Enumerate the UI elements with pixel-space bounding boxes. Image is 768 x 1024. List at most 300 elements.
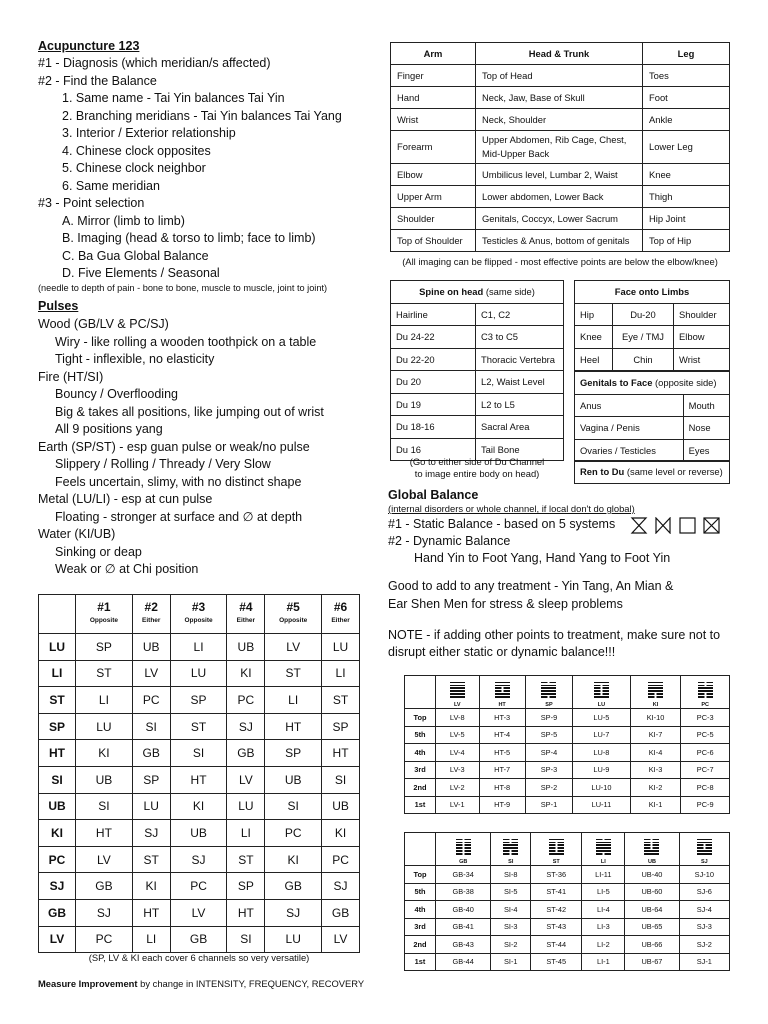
solid-line (450, 690, 465, 692)
point-cell: LV-4 (436, 744, 480, 762)
row-header: 5th (405, 726, 436, 744)
point-cell: LU-5 (573, 709, 630, 727)
table-cell: SJ (170, 846, 227, 873)
pulse-element: Metal (LU/LI) - esp at cun pulse (38, 492, 213, 506)
point-cell: SP-9 (525, 709, 572, 727)
ren-du-rest: (same level or reverse) (624, 466, 723, 478)
spine-title-bold: Spine on head (419, 286, 484, 298)
imaging-col-header: Head & Trunk (476, 43, 643, 65)
solid-line (596, 847, 611, 849)
table-row (391, 87, 730, 109)
table-cell: GB (76, 873, 133, 900)
row-header: GB (39, 899, 76, 926)
table-row (391, 208, 730, 230)
balance-symbols (630, 517, 730, 539)
point-cell: HT-4 (479, 726, 525, 744)
solid-line (648, 682, 663, 684)
table-cell: SJ (132, 820, 170, 847)
table-cell: SI (132, 713, 170, 740)
pulse-col-header (265, 595, 322, 634)
table-cell: PC (322, 846, 360, 873)
point-cell: ST-44 (531, 936, 582, 954)
point-cell: SP-4 (525, 744, 572, 762)
channel-label: UB (647, 859, 656, 865)
table-cell: GB (227, 740, 265, 767)
point-cell: SI-1 (491, 953, 531, 971)
table-cell: Mouth (683, 394, 729, 417)
corner-cell (405, 676, 436, 709)
table-cell: Forearm (391, 131, 476, 164)
table-row (391, 109, 730, 131)
channel-label: KI (652, 702, 659, 708)
table-cell: Hairline (391, 303, 476, 326)
point-cell: HT-5 (479, 744, 525, 762)
table-row (391, 131, 730, 164)
hexagram-icon (596, 837, 611, 856)
imaging-note: (All imaging can be flipped - most effective points are below the elbow/knee) (402, 256, 718, 267)
table-row (39, 634, 360, 661)
broken-line (644, 842, 659, 844)
solid-line (541, 690, 556, 692)
broken-line (697, 847, 712, 849)
solid-line (697, 839, 712, 841)
yin-channel-table (404, 675, 730, 814)
table-row (39, 740, 360, 767)
broken-line (648, 696, 663, 698)
table-cell: ST (76, 660, 133, 687)
table-cell: Upper Arm (391, 186, 476, 208)
point-cell: SJ-4 (679, 901, 729, 919)
solid-line (697, 842, 712, 844)
table-cell: Top of Head (476, 65, 643, 87)
table-row (575, 417, 730, 440)
point-cell: LI-1 (582, 953, 625, 971)
table-row (39, 713, 360, 740)
table-row (391, 164, 730, 186)
row-header: Top (405, 709, 436, 727)
table-cell: GB (265, 873, 322, 900)
bowtie-icon (656, 518, 670, 533)
pulse-detail: Sinking or deap (55, 544, 142, 559)
col-sub: Either (142, 617, 161, 624)
static-balance (388, 516, 615, 534)
table-cell: PC (170, 873, 227, 900)
imaging-table (390, 42, 730, 252)
table-row (39, 820, 360, 847)
channel-header (679, 833, 729, 866)
point-cell: LV-3 (436, 761, 480, 779)
solid-line (549, 839, 564, 841)
table-cell: HT (227, 899, 265, 926)
point-cell: HT-8 (479, 779, 525, 797)
table-row (405, 901, 730, 919)
table-row (405, 709, 730, 727)
table-row (405, 779, 730, 797)
point-cell: LU-8 (573, 744, 630, 762)
solid-line (594, 682, 609, 684)
table-cell: KI (132, 873, 170, 900)
table-cell: Umbilicus level, Lumbar 2, Waist (476, 164, 643, 186)
genitals-to-face-table (574, 371, 730, 462)
table-row (391, 186, 730, 208)
balance-item: 5. Chinese clock neighbor (62, 161, 206, 175)
channel-label: LI (600, 859, 606, 865)
selection-item: B. Imaging (head & torso to limb; face to limb) (62, 231, 316, 245)
table-cell: L2 to L5 (476, 393, 564, 416)
measure-rest: by change in INTENSITY, FREQUENCY, RECOVERY (137, 978, 365, 989)
balance-item: 3. Interior / Exterior relationship (62, 126, 236, 140)
pulse-detail: Feels uncertain, slimy, with no distinct shape (55, 474, 302, 489)
table-row (405, 726, 730, 744)
pulse-detail: Big & takes all positions, like jumping out of wrist (55, 404, 324, 419)
point-cell: SJ-1 (679, 953, 729, 971)
table-cell: SJ (265, 899, 322, 926)
point-cell: GB-34 (436, 866, 491, 884)
pulse-element: Earth (SP/ST) - esp guan pulse or weak/no pulse (38, 439, 310, 454)
table-note: (SP, LV & KI each cover 6 channels so very versatile) (88, 952, 310, 963)
table-cell: PC (265, 820, 322, 847)
table-cell: LV (132, 660, 170, 687)
row-header: 2nd (405, 779, 436, 797)
row-header: 2nd (405, 936, 436, 954)
point-cell: UB-67 (625, 953, 679, 971)
broken-line (697, 844, 712, 846)
broken-line (503, 839, 518, 841)
solid-line (541, 685, 556, 687)
channel-label: SP (545, 702, 553, 708)
row-header: ST (39, 687, 76, 714)
point-cell: PC-6 (681, 744, 730, 762)
step-1: #1 - Diagnosis (which meridian/s affected) (38, 56, 271, 70)
solid-line (644, 850, 659, 852)
table-cell: SP (227, 873, 265, 900)
table-cell: HT (265, 713, 322, 740)
solid-line (495, 682, 510, 684)
hexagram-icon (541, 680, 556, 699)
point-cell: LU-10 (573, 779, 630, 797)
global-balance-sub: (internal disorders or whole channel, if local don't do global) (388, 503, 635, 514)
table-cell: SI (265, 793, 322, 820)
table-cell: KI (76, 740, 133, 767)
table-cell: Elbow (391, 164, 476, 186)
hexagram-icon (495, 680, 510, 699)
table-row (391, 348, 564, 371)
point-cell: LI-5 (582, 883, 625, 901)
table-cell: ST (265, 660, 322, 687)
table-row (39, 926, 360, 953)
point-cell: SI-4 (491, 901, 531, 919)
solid-line (648, 690, 663, 692)
point-cell: UB-40 (625, 866, 679, 884)
point-cell: LI-3 (582, 918, 625, 936)
table-cell: LV (227, 766, 265, 793)
solid-line (698, 687, 713, 689)
selection-item: A. Mirror (limb to limb) (62, 213, 185, 228)
selection-item: C. Ba Gua Global Balance (62, 248, 209, 263)
table-cell: SP (132, 766, 170, 793)
table-cell: SJ (322, 873, 360, 900)
table-cell: ST (132, 846, 170, 873)
table-cell: SI (76, 793, 133, 820)
hexagram-icon (456, 837, 471, 856)
measure-bold: Measure Improvement (38, 978, 138, 989)
point-cell: SJ-2 (679, 936, 729, 954)
table-cell: Toes (643, 65, 730, 87)
table-row (405, 953, 730, 971)
point-cell: GB-44 (436, 953, 491, 971)
broken-line (594, 687, 609, 689)
point-cell: SI-2 (491, 936, 531, 954)
broken-line (644, 844, 659, 846)
point-cell: SJ-6 (679, 883, 729, 901)
channel-header (625, 833, 679, 866)
row-header: 3rd (405, 918, 436, 936)
table-cell: HT (132, 899, 170, 926)
table-cell: LI (132, 926, 170, 953)
channel-header (479, 676, 525, 709)
table-cell: Knee (575, 326, 613, 349)
solid-line (648, 687, 663, 689)
solid-line (450, 682, 465, 684)
row-header: UB (39, 793, 76, 820)
note-line-1: NOTE - if adding other points to treatment, make sure not to (388, 628, 721, 642)
good-line-1: Good to add to any treatment - Yin Tang, An Mian & (388, 579, 674, 593)
table-cell: SP (265, 740, 322, 767)
point-cell: HT-3 (479, 709, 525, 727)
table-cell: Eye / TMJ (612, 326, 673, 349)
table-cell: GB (322, 899, 360, 926)
point-cell: KI-10 (630, 709, 681, 727)
hexagram-icon (697, 837, 712, 856)
spine-note (390, 456, 564, 479)
channel-label: SJ (700, 859, 708, 865)
broken-line (456, 853, 471, 855)
dynamic-detail: Hand Yin to Foot Yang, Hand Yang to Foot Yin (414, 551, 671, 565)
point-cell: SP-3 (525, 761, 572, 779)
selection-list (62, 213, 316, 283)
hexagram-icon (549, 837, 564, 856)
table-cell: KI (322, 820, 360, 847)
solid-line (495, 696, 510, 698)
pulse-col-header (322, 595, 360, 634)
channel-header (525, 676, 572, 709)
hexagram-icon (644, 837, 659, 856)
broken-line (549, 850, 564, 852)
square-icon (680, 518, 695, 533)
table-row (575, 326, 730, 349)
point-cell: UB-66 (625, 936, 679, 954)
table-cell: Chin (612, 348, 673, 371)
spine-note-line1: (Go to either side of Du Channel (409, 456, 545, 467)
table-cell: LV (76, 846, 133, 873)
table-cell: Wrist (391, 109, 476, 131)
table-cell: LI (170, 634, 227, 661)
table-cell: Knee (643, 164, 730, 186)
solid-line (503, 847, 518, 849)
row-header: 1st (405, 953, 436, 971)
solid-line (697, 853, 712, 855)
table-cell: UB (170, 820, 227, 847)
table-cell: LV (322, 926, 360, 953)
row-header: LU (39, 634, 76, 661)
point-cell: PC-5 (681, 726, 730, 744)
pulse-lines (38, 316, 324, 579)
point-cell: SP-2 (525, 779, 572, 797)
genitals-title (575, 372, 730, 395)
table-cell: HT (322, 740, 360, 767)
table-cell: Eyes (683, 439, 729, 462)
broken-line (456, 850, 471, 852)
pulse-detail: Tight - inflexible, no elasticity (55, 352, 215, 366)
table-cell: Hip Joint (643, 208, 730, 230)
table-cell: ST (170, 713, 227, 740)
table-cell: SJ (227, 713, 265, 740)
table-cell: LI (227, 820, 265, 847)
broken-line (549, 842, 564, 844)
row-header: Top (405, 866, 436, 884)
table-row (391, 303, 564, 326)
table-cell: SP (76, 634, 133, 661)
symbol-strip (630, 517, 730, 534)
corner-cell (39, 595, 76, 634)
table-row (405, 796, 730, 814)
row-header: PC (39, 846, 76, 873)
broken-line (596, 839, 611, 841)
genitals-title-rest: (opposite side) (652, 377, 717, 389)
table-row (391, 371, 564, 394)
table-row (39, 687, 360, 714)
table-cell: Hand (391, 87, 476, 109)
table-cell: LU (227, 793, 265, 820)
solid-line (596, 850, 611, 852)
table-cell: Wrist (674, 348, 730, 371)
broken-line (456, 842, 471, 844)
table-cell: C3 to C5 (476, 326, 564, 349)
solid-line (644, 853, 659, 855)
hexagram-icon (648, 680, 663, 699)
table-cell: Finger (391, 65, 476, 87)
point-cell: SJ-10 (679, 866, 729, 884)
row-header: 5th (405, 883, 436, 901)
table-cell: LU (76, 713, 133, 740)
point-cell: ST-42 (531, 901, 582, 919)
spine-title (391, 281, 564, 304)
pulse-detail: Wiry - like rolling a wooden toothpick on a table (55, 334, 317, 349)
table-cell: GB (170, 926, 227, 953)
point-cell: ST-45 (531, 953, 582, 971)
solid-line (503, 844, 518, 846)
solid-line (450, 687, 465, 689)
broken-line (549, 847, 564, 849)
genitals-title-bold: Genitals to Face (580, 377, 653, 389)
table-cell: Neck, Jaw, Base of Skull (476, 87, 643, 109)
point-cell: SP-5 (525, 726, 572, 744)
measure-line (38, 978, 364, 990)
table-cell: Upper Abdomen, Rib Cage, Chest, Mid-Upper Back (476, 131, 643, 164)
row-header: SI (39, 766, 76, 793)
point-cell: PC-7 (681, 761, 730, 779)
needle-note: (needle to depth of pain - bone to bone, muscle to muscle, joint to joint) (38, 283, 328, 293)
col-number: #5 (286, 600, 300, 614)
point-cell: LU-7 (573, 726, 630, 744)
point-cell: KI-1 (630, 796, 681, 814)
solid-line (450, 685, 465, 687)
point-cell: LV-2 (436, 779, 480, 797)
table-cell: Du 19 (391, 393, 476, 416)
point-cell: LI-2 (582, 936, 625, 954)
pulse-detail: Bouncy / Overflooding (55, 387, 178, 401)
balance-item: 6. Same meridian (62, 178, 160, 193)
table-cell: Du 22-20 (391, 348, 476, 371)
broken-line (541, 696, 556, 698)
col-number: #4 (239, 600, 253, 614)
col-sub: Either (331, 617, 350, 624)
table-cell: UB (227, 634, 265, 661)
point-cell: GB-43 (436, 936, 491, 954)
table-row (405, 918, 730, 936)
pulse-element: Wood (GB/LV & PC/SJ) (38, 317, 169, 331)
imaging-col-header: Arm (391, 43, 476, 65)
pulse-element: Water (KI/UB) (38, 527, 116, 541)
row-header: KI (39, 820, 76, 847)
face-onto-limbs-table (574, 280, 730, 371)
point-cell: ST-36 (531, 866, 582, 884)
table-cell: Tail Bone (476, 438, 564, 461)
table-cell: KI (227, 660, 265, 687)
table-cell: LU (170, 660, 227, 687)
table-cell: Ovaries / Testicles (575, 439, 684, 462)
point-cell: PC-8 (681, 779, 730, 797)
table-row (39, 660, 360, 687)
table-cell: SI (322, 766, 360, 793)
table-cell: UB (265, 766, 322, 793)
row-header: LI (39, 660, 76, 687)
table-cell: Anus (575, 394, 684, 417)
table-row (39, 846, 360, 873)
table-cell: UB (132, 634, 170, 661)
hourglass-icon (632, 518, 646, 533)
table-cell: UB (322, 793, 360, 820)
table-cell: SI (227, 926, 265, 953)
channel-label: PC (701, 702, 710, 708)
table-cell: HT (76, 820, 133, 847)
balance-item: 2. Branching meridians - Tai Yin balances Tai Yang (62, 108, 342, 123)
broken-line (644, 839, 659, 841)
table-cell: Du 24-22 (391, 326, 476, 349)
broken-line (541, 682, 556, 684)
good-line-2: Ear Shen Men for stress & sleep problems (388, 597, 623, 611)
table-row (405, 883, 730, 901)
broken-line (698, 682, 713, 684)
col-number: #1 (97, 600, 111, 614)
ren-du-bold: Ren to Du (580, 466, 625, 478)
table-row (391, 393, 564, 416)
table-row (405, 761, 730, 779)
table-row (39, 873, 360, 900)
channel-header (681, 676, 730, 709)
col-number: #6 (333, 600, 348, 614)
selection-item: D. Five Elements / Seasonal (62, 266, 220, 280)
table-cell: LU (265, 926, 322, 953)
point-cell: SI-8 (491, 866, 531, 884)
point-cell: SJ-3 (679, 918, 729, 936)
corner-cell (405, 833, 436, 866)
table-cell: ST (322, 687, 360, 714)
broken-line (503, 842, 518, 844)
broken-line (594, 685, 609, 687)
table-cell: Du 16 (391, 438, 476, 461)
table-cell: SJ (76, 899, 133, 926)
